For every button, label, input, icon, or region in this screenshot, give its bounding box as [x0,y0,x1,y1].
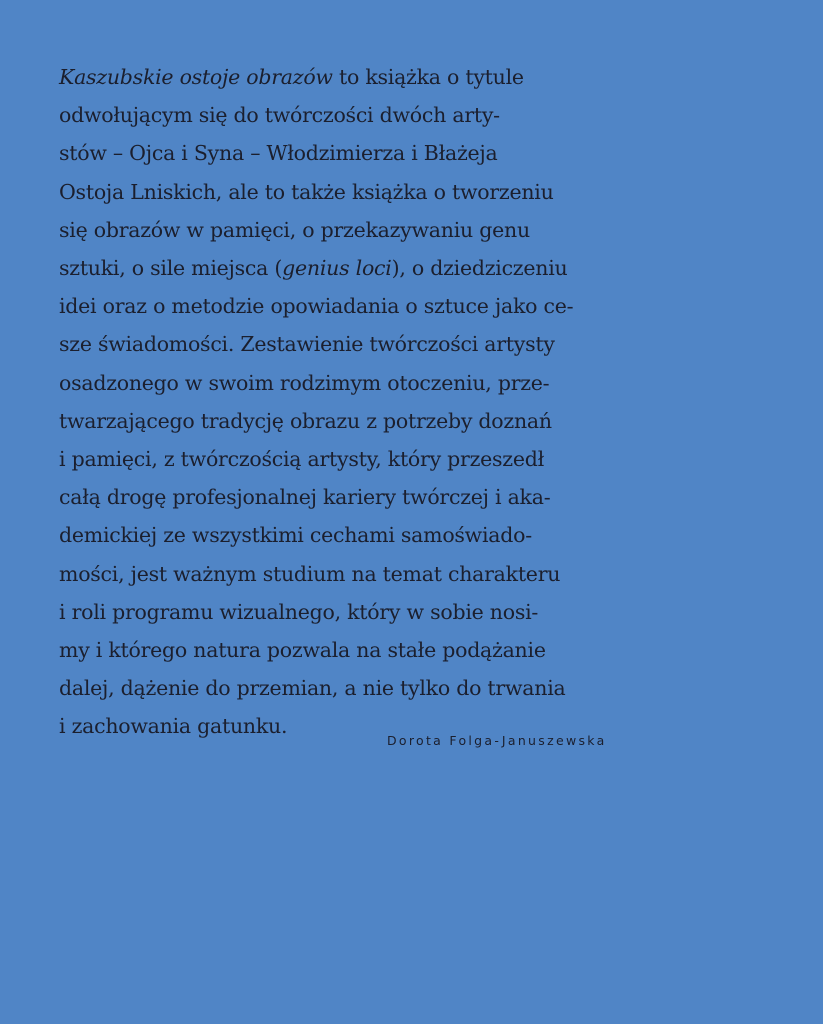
blurb-line: twarzającego tradycję obrazu z potrzeby doznań [59,408,552,433]
blurb-line: mości, jest ważnym studium na temat charakteru [59,561,561,586]
blurb-line: idei oraz o metodzie opowiadania o sztuce jako ce- [59,294,574,319]
author-signature: Dorota Folga-Januszewska [387,733,607,748]
blurb-line: my i którego natura pozwala na stałe podążanie [59,638,546,663]
blurb-line: odwołującym się do twórczości dwóch arty- [59,103,500,128]
blurb-line [59,249,659,287]
blurb-line: demickiej ze wszystkimi cechami samoświado- [59,523,532,548]
book-title: Kaszubskie ostoje obrazów [59,65,333,89]
blurb-text: to książka o tytule [332,65,524,89]
latin-phrase: genius loci [282,256,392,281]
blurb-line: osadzonego w swoim rodzimym otoczeniu, prze- [59,370,550,395]
blurb-line: dalej, dążenie do przemian, a nie tylko do trwania [59,676,566,701]
blurb-line: stów – Ojca i Syna – Włodzimierza i Błażeja [59,141,498,166]
blurb-line: Ostoja Lniskich, ale to także książka o tworzeniu [59,179,554,204]
blurb-line: i zachowania gatunku. [59,714,288,739]
blurb-line: się obrazów w pamięci, o przekazywaniu genu [59,217,530,242]
blurb-line: i roli programu wizualnego, który w sobie nosi- [59,599,539,624]
blurb-line: całą drogę profesjonalnej kariery twórczej i aka- [59,485,551,510]
blurb-line: sze świadomości. Zestawienie twórczości artysty [59,332,555,357]
blurb-line: i pamięci, z twórczością artysty, który przeszedł [59,447,544,472]
blurb-paragraph [59,58,659,746]
blurb-text: sztuki, o sile miejsca ( [59,256,283,281]
blurb-line [59,58,659,96]
blurb-text: ), o dziedziczeniu [391,256,568,281]
